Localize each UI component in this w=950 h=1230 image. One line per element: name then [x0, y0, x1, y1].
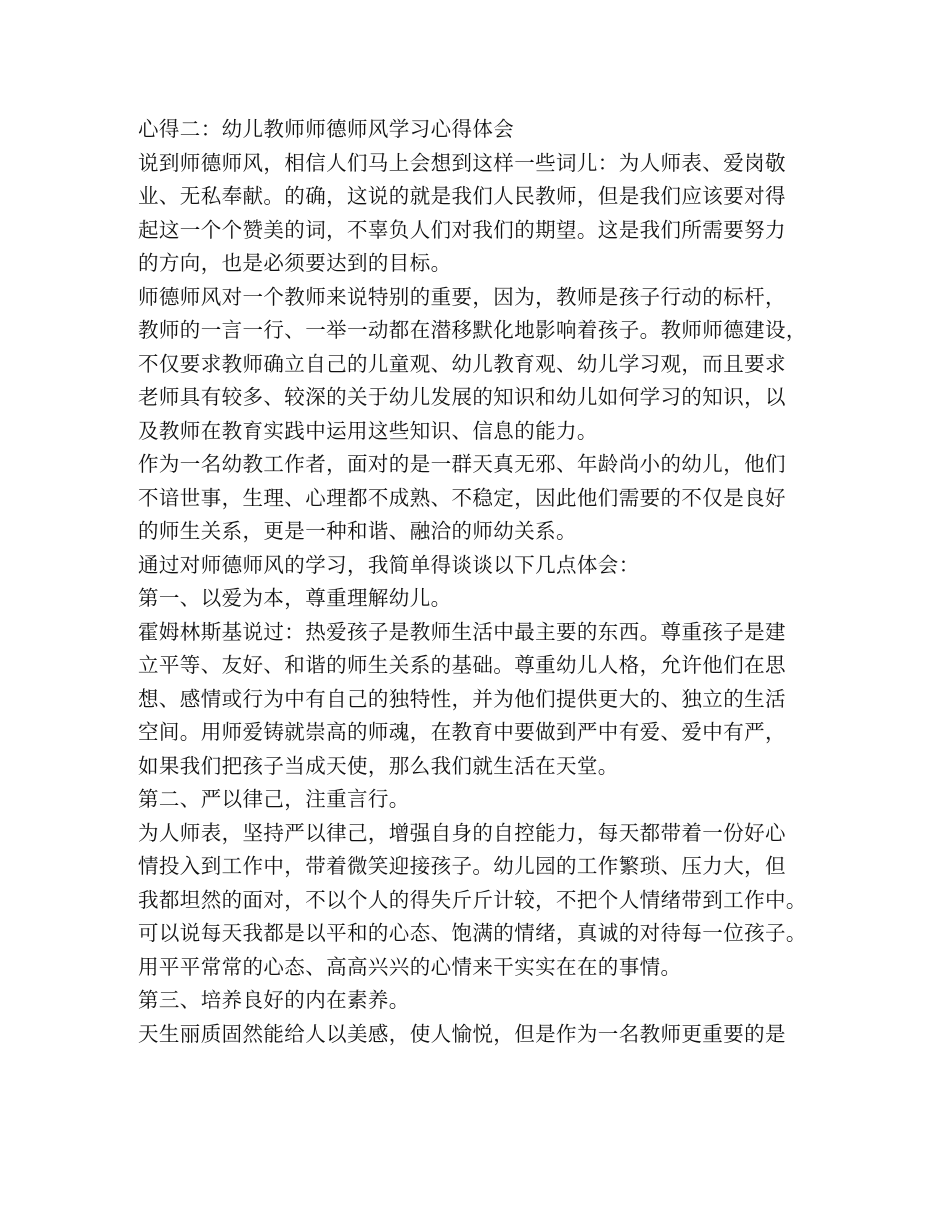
text-line: 通过对师德师风的学习，我简单得谈谈以下几点体会：	[138, 552, 640, 577]
text-line: 情投入到工作中，带着微笑迎接孩子。幼儿园的工作繁琐、压力大，但	[138, 854, 786, 878]
text-line: 霍姆林斯基说过：热爱孩子是教师生活中最主要的东西。尊重孩子是建	[138, 619, 786, 644]
text-line: 教师的一言一行、一举一动都在潜移默化地影响着孩子。教师师德建设，	[138, 318, 807, 342]
text-line: 的师生关系，更是一种和谐、融洽的师幼关系。	[138, 519, 577, 543]
text-line: 如果我们把孩子当成天使，那么我们就生活在天堂。	[138, 753, 619, 778]
section-heading: 第二、严以律己，注重言行。	[138, 787, 410, 811]
text-line: 起这一个个赞美的词，不辜负人们对我们的期望。这是我们所需要努力	[138, 217, 786, 242]
text-line: 作为一名幼教工作者，面对的是一群天真无邪、年龄尚小的幼儿，他们	[138, 452, 786, 476]
text-line: 我都坦然的面对，不以个人的得失斤斤计较，不把个人情绪带到工作中。	[138, 887, 807, 912]
text-line: 及教师在教育实践中运用这些知识、信息的能力。	[138, 418, 598, 443]
text-line: 老师具有较多、较深的关于幼儿发展的知识和幼儿如何学习的知识，以	[138, 385, 786, 409]
text-line: 想、感情或行为中有自己的独特性，并为他们提供更大的、独立的生活	[138, 686, 786, 711]
text-line: 不仅要求教师确立自己的儿童观、幼儿教育观、幼儿学习观，而且要求	[138, 351, 786, 376]
section-heading: 第一、以爱为本，尊重理解幼儿。	[138, 586, 452, 610]
text-line: 为人师表，坚持严以律己，增强自身的自控能力，每天都带着一份好心	[138, 820, 786, 845]
text-line: 用平平常常的心态、高高兴兴的心情来干实实在在的事情。	[138, 954, 682, 979]
text-line: 可以说每天我都是以平和的心态、饱满的情绪，真诚的对待每一位孩子。	[138, 921, 807, 945]
text-line: 师德师风对一个教师来说特别的重要，因为，教师是孩子行动的标杆，	[138, 284, 786, 309]
text-line: 空间。用师爱铸就崇高的师魂，在教育中要做到严中有爱、爱中有严，	[138, 720, 786, 744]
text-line: 说到师德师风，相信人们马上会想到这样一些词儿：为人师表、爱岗敬	[138, 150, 786, 175]
text-line: 立平等、友好、和谐的师生关系的基础。尊重幼儿人格，允许他们在思	[138, 653, 786, 677]
section-heading: 第三、培养良好的内在素养。	[138, 988, 410, 1012]
text-line: 的方向，也是必须要达到的目标。	[138, 251, 452, 275]
document-body	[138, 113, 828, 1051]
text-line: 不谙世事，生理、心理都不成熟、不稳定，因此他们需要的不仅是良好	[138, 485, 786, 510]
text-line: 天生丽质固然能给人以美感，使人愉悦，但是作为一名教师更重要的是	[138, 1021, 786, 1046]
text-line: 业、无私奉献。的确，这说的就是我们人民教师，但是我们应该要对得	[138, 184, 786, 208]
document-title: 心得二：幼儿教师师德师风学习心得体会	[138, 117, 515, 141]
